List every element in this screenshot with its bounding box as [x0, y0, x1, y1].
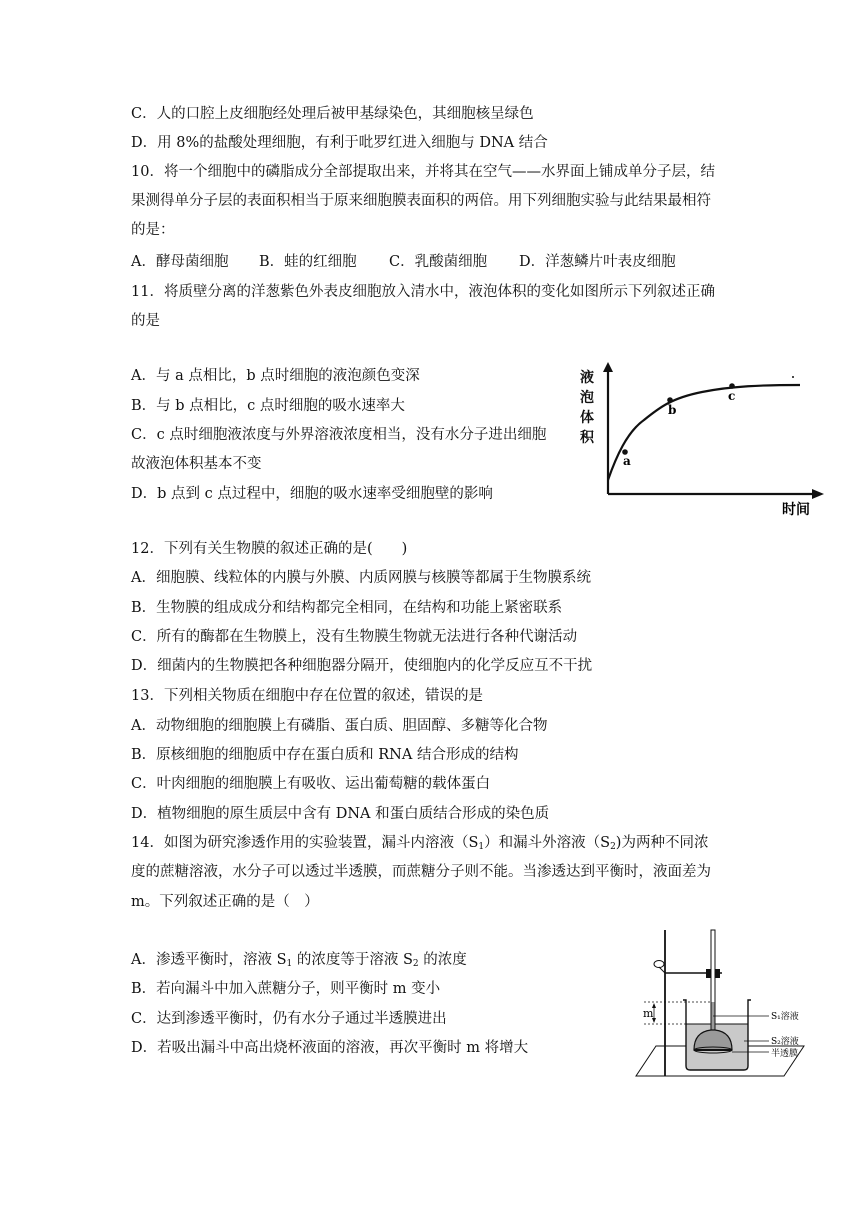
q13-option-d: D．植物细胞的原生质层中含有 DNA 和蛋白质结合形成的染色质	[131, 806, 550, 822]
q14-option-a-part3: 的浓度	[418, 952, 467, 968]
q14-stem-1-part2: ）和漏斗外溶液（S	[484, 835, 611, 851]
q9-option-d: D．用 8%的盐酸处理细胞，有利于吡罗红进入细胞与 DNA 结合	[131, 135, 548, 151]
subscript-2: 2	[610, 842, 616, 852]
subscript-1: 1	[286, 959, 293, 969]
subscript-1: 1	[478, 842, 485, 852]
q14-option-a-part2: 的浓度等于溶液 S	[292, 952, 413, 968]
graph-speck	[792, 376, 794, 378]
q14-option-c: C．达到渗透平衡时，仍有水分子通过半透膜进出	[131, 1011, 447, 1027]
graph-ylabel-1: 液	[580, 370, 594, 386]
graph-point-c	[729, 383, 735, 389]
graph-point-b	[667, 397, 673, 403]
q11-option-c-2: 故液泡体积基本不变	[131, 456, 262, 472]
graph-label-a: a	[623, 454, 631, 468]
graph-label-b: b	[668, 403, 677, 417]
q13-stem: 13．下列相关物质在细胞中存在位置的叙述，错误的是	[131, 688, 483, 704]
q13-option-a: A．动物细胞的细胞膜上有磷脂、蛋白质、胆固醇、多糖等化合物	[131, 718, 548, 734]
graph-y-arrow	[603, 362, 613, 372]
vacuole-volume-graph	[572, 362, 834, 520]
q13-option-c: C．叶肉细胞的细胞膜上有吸收、运出葡萄糖的载体蛋白	[131, 776, 491, 792]
clamp-screw-icon	[654, 961, 664, 968]
q10-stem-1: 10．将一个细胞中的磷脂成分全部提取出来，并将其在空气——水界面上铺成单分子层，结	[131, 164, 715, 180]
q12-option-d: D．细菌内的生物膜把各种细胞器分隔开，使细胞内的化学反应互不干扰	[131, 658, 593, 674]
q10-options	[131, 252, 676, 272]
q11-option-c-1: C．c 点时细胞液浓度与外界溶液浓度相当，没有水分子进出细胞	[131, 427, 547, 443]
q10-option-c: C．乳酸菌细胞	[389, 254, 488, 270]
q12-option-a: A．细胞膜、线粒体的内膜与外膜、内质网膜与核膜等都属于生物膜系统	[131, 570, 591, 586]
q10-stem-2: 果测得单分子层的表面积相当于原来细胞膜表面积的两倍。用下列细胞实验与此结果最相符	[131, 193, 711, 209]
q14-stem-2: 度的蔗糖溶液，水分子可以透过半透膜，而蔗糖分子则不能。当渗透达到平衡时，液面差为	[131, 864, 711, 880]
graph-ylabel-4: 积	[580, 430, 594, 446]
q10-option-b: B．蛙的红细胞	[259, 254, 357, 270]
q12-option-b: B．生物膜的组成成分和结构都完全相同，在结构和功能上紧密联系	[131, 600, 563, 616]
label-s2: S₂溶液	[771, 1037, 799, 1047]
q14-stem-1	[131, 833, 708, 857]
graph-ylabel-3: 体	[580, 410, 594, 426]
q12-stem: 12．下列有关生物膜的叙述正确的是( )	[131, 541, 408, 557]
osmosis-apparatus	[632, 928, 808, 1082]
q11-option-b: B．与 b 点相比，c 点时细胞的吸水速率大	[131, 398, 405, 414]
q14-stem-1-part1: 14．如图为研究渗透作用的实验装置，漏斗内溶液（S	[131, 835, 479, 851]
graph-x-arrow	[812, 489, 824, 499]
graph-label-c: c	[728, 389, 736, 403]
q11-stem-2: 的是	[131, 313, 160, 329]
q11-option-a: A．与 a 点相比，b 点时细胞的液泡颜色变深	[131, 368, 420, 384]
q14-option-d: D．若吸出漏斗中高出烧杯液面的溶液，再次平衡时 m 将增大	[131, 1040, 529, 1056]
subscript-2: 2	[412, 959, 419, 969]
q12-option-c: C．所有的酶都在生物膜上，没有生物膜生物就无法进行各种代谢活动	[131, 629, 578, 645]
label-s1: S₁溶液	[771, 1012, 799, 1022]
label-m: m	[643, 1007, 654, 1020]
q10-stem-3: 的是：	[131, 222, 175, 238]
graph-ylabel-2: 泡	[580, 390, 594, 406]
q14-stem-3: m。下列叙述正确的是（ ）	[131, 894, 319, 910]
q14-stem-1-part3: )为两种不同浓	[615, 835, 709, 851]
clamp-screw-stem	[659, 967, 665, 973]
q10-option-d: D．洋葱鳞片叶表皮细胞	[519, 254, 676, 270]
q14-option-a-part1: A．渗透平衡时，溶液 S	[131, 952, 287, 968]
q14-option-b: B．若向漏斗中加入蔗糖分子，则平衡时 m 变小	[131, 981, 441, 997]
q11-option-d: D．b 点到 c 点过程中，细胞的吸水速率受细胞壁的影响	[131, 486, 493, 502]
q11-stem-1: 11．将质壁分离的洋葱紫色外表皮细胞放入清水中，液泡体积的变化如图所示下列叙述正确	[131, 284, 715, 300]
q14-option-a	[131, 950, 467, 974]
label-membrane: 半透膜	[771, 1049, 799, 1059]
q10-option-a: A．酵母菌细胞	[131, 254, 229, 270]
q13-option-b: B．原核细胞的细胞质中存在蛋白质和 RNA 结合形成的结构	[131, 747, 519, 763]
graph-xlabel: 时间	[782, 502, 810, 518]
graph-curve	[608, 385, 800, 480]
q9-option-c: C．人的口腔上皮细胞经处理后被甲基绿染色，其细胞核呈绿色	[131, 106, 534, 122]
